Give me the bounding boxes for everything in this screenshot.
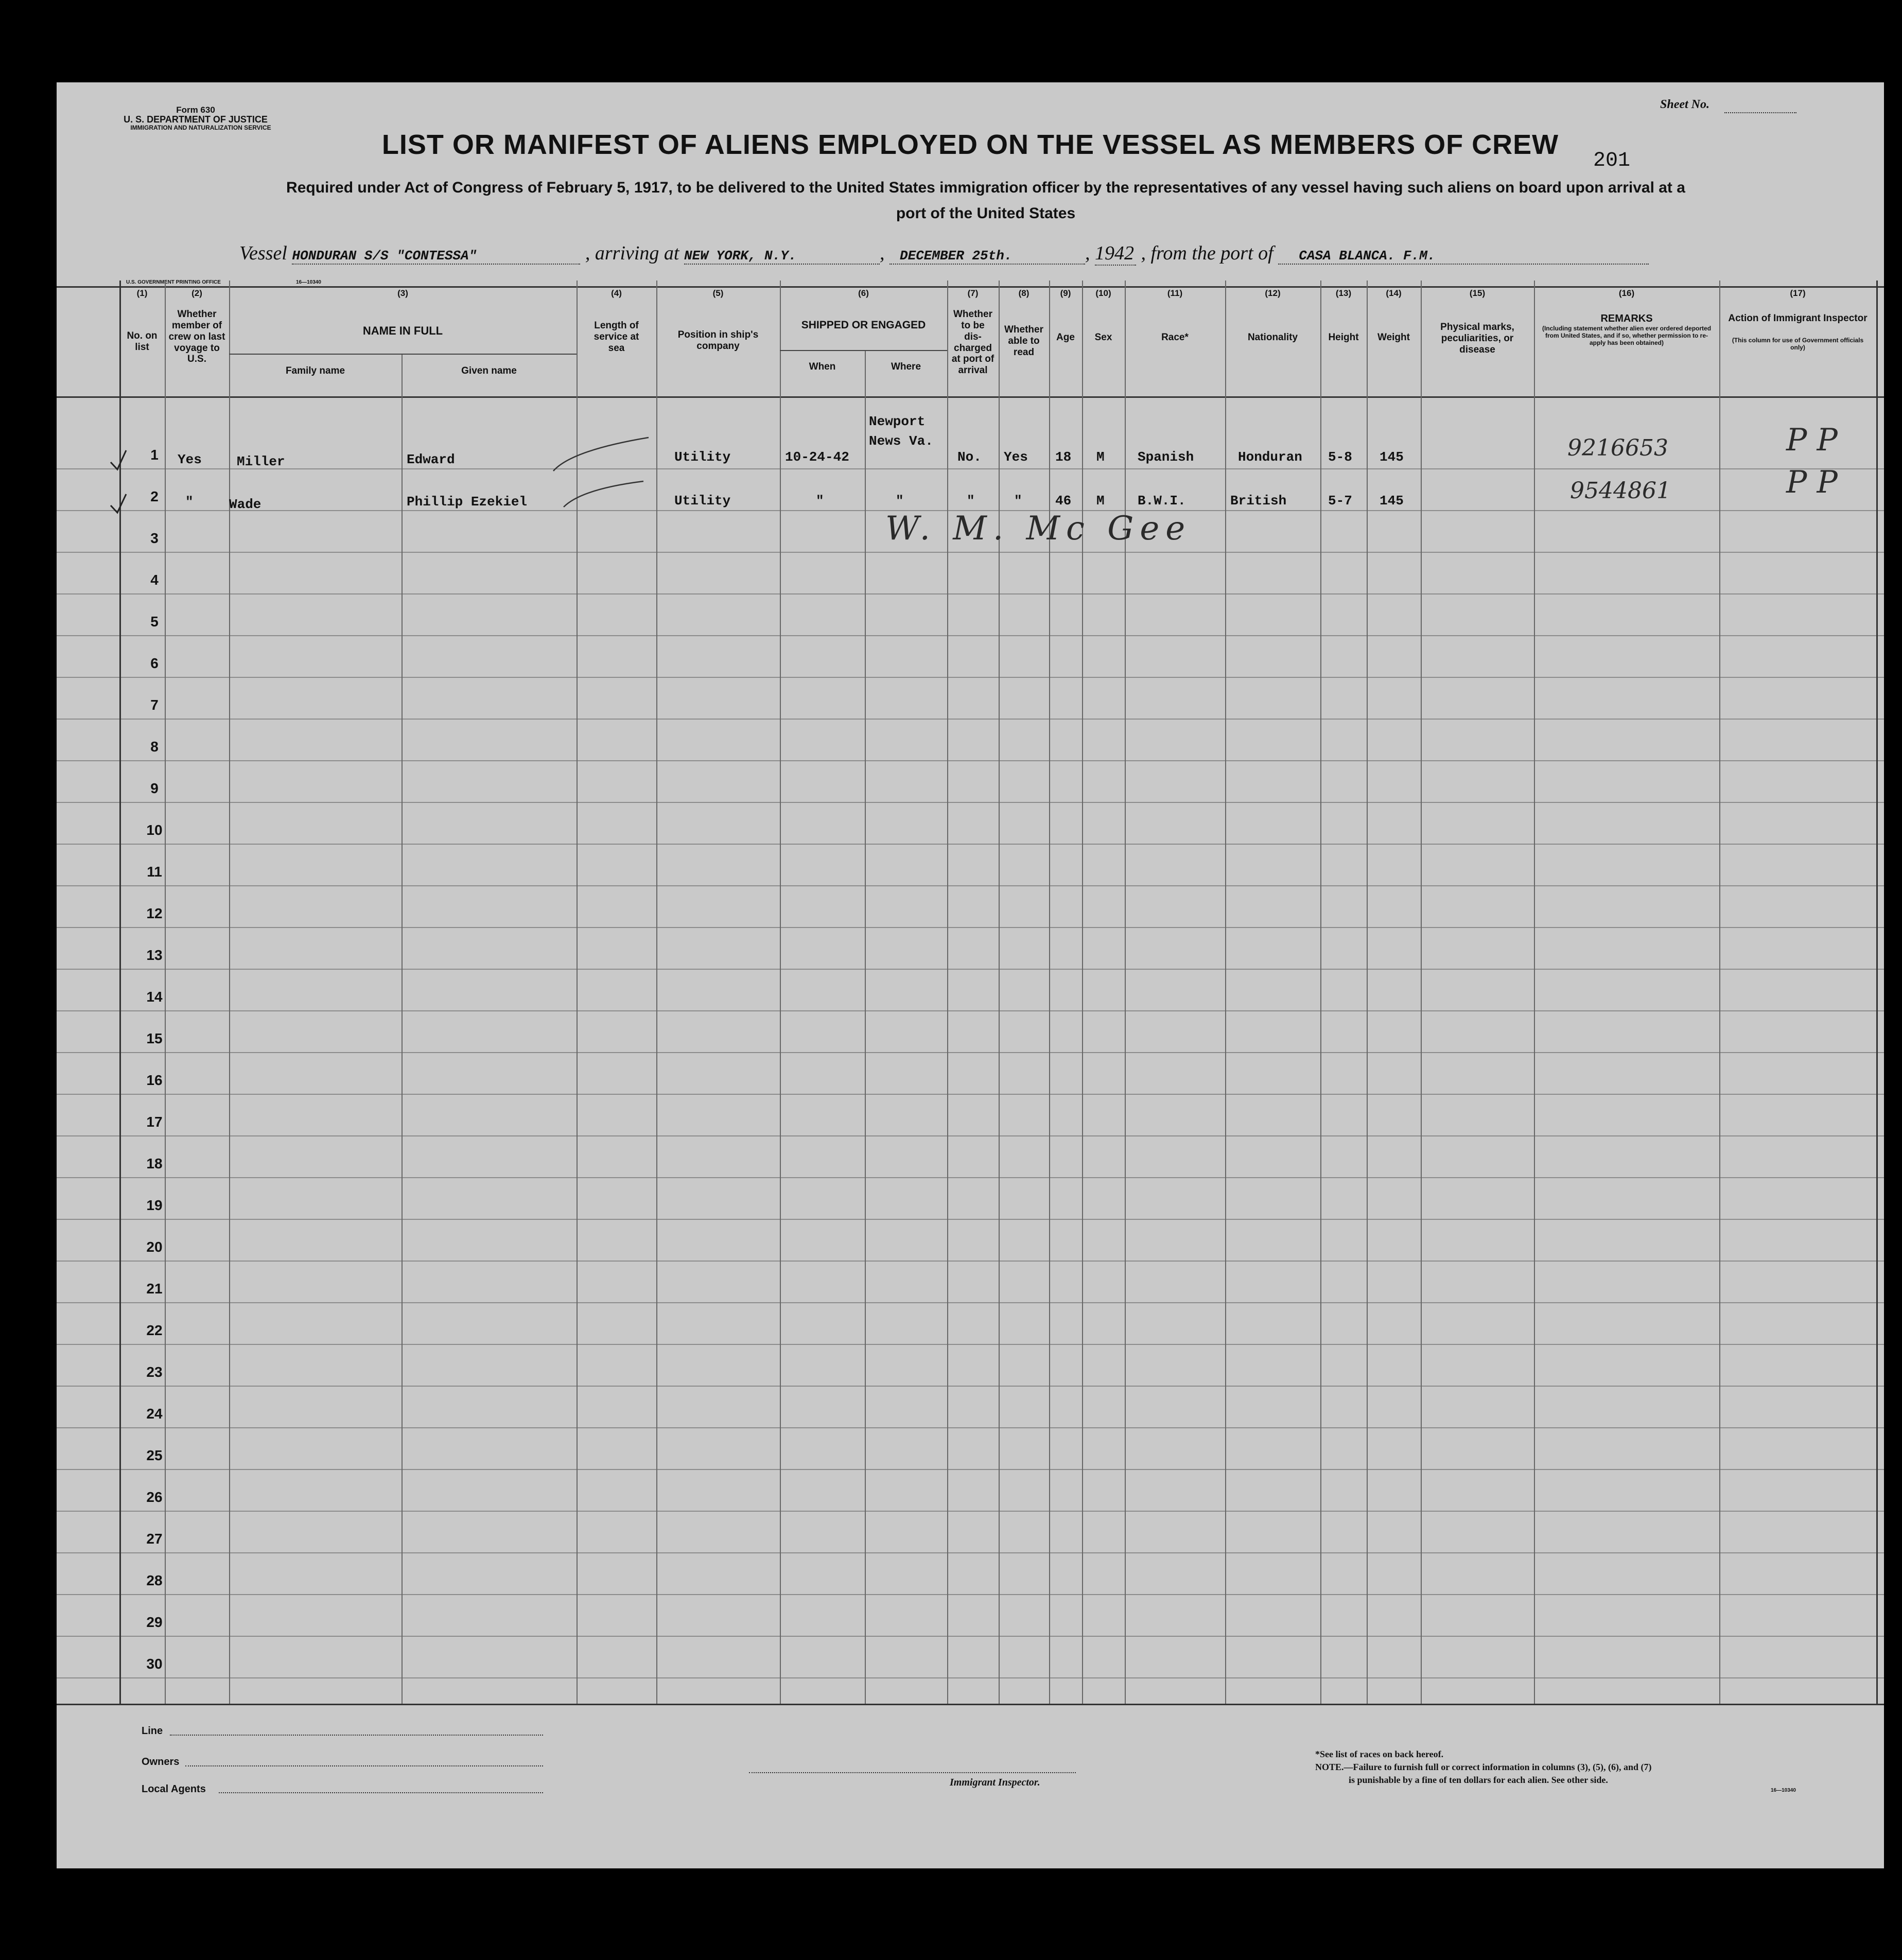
row1-age: 18 (1055, 449, 1072, 465)
col-header-physical: Physical marks, peculiarities, or disease (1440, 322, 1514, 355)
row-number: 5 (150, 614, 159, 629)
stamp-number: 201 (1593, 149, 1631, 172)
row-number: 26 (146, 1489, 163, 1505)
row-number: 30 (146, 1656, 163, 1672)
subtitle-line-2: port of the United States (896, 205, 1076, 222)
department-name: U. S. DEPARTMENT OF JUSTICE (124, 114, 268, 125)
inspector-label: Immigrant Inspector. (950, 1777, 1040, 1788)
row2-when: " (816, 493, 824, 509)
col-header-given: Given name (461, 365, 517, 376)
check-marks (57, 82, 1884, 597)
row-rule (57, 719, 1884, 720)
col-number: (7) (967, 288, 979, 298)
col-number: (6) (858, 288, 869, 298)
row1-where: Newport News Va. (869, 414, 933, 449)
row1-nationality: Honduran (1238, 449, 1302, 465)
row-number: 23 (146, 1364, 163, 1380)
inspector-signature-line (749, 1772, 1076, 1773)
row2-race: B.W.I. (1138, 493, 1186, 509)
row-number: 13 (146, 947, 163, 963)
service-name: IMMIGRATION AND NATURALIZATION SERVICE (130, 124, 271, 131)
row-number: 12 (146, 905, 163, 921)
form-number: Form 630 (176, 105, 215, 115)
col-number: (15) (1469, 288, 1486, 298)
col-header-height: Height (1328, 332, 1359, 343)
row1-height: 5-8 (1328, 449, 1352, 465)
row1-given: Edward (407, 452, 455, 467)
row2-position: Utility (674, 493, 731, 509)
fine-note: NOTE.—Failure to furnish full or correct information in columns (3), (5), (6), and (7) (1315, 1762, 1652, 1772)
row2-sex: M (1096, 493, 1105, 509)
row-rule (57, 1636, 1884, 1637)
row-number: 3 (150, 530, 159, 546)
col-header-remarks: REMARKS (1600, 313, 1653, 324)
row1-sex: M (1096, 449, 1105, 465)
col-header-no: No. on list (127, 330, 158, 353)
row-rule (57, 677, 1884, 678)
table-bottom-rule (57, 1704, 1884, 1705)
row-number: 28 (146, 1572, 163, 1588)
footer-line-field (170, 1735, 543, 1736)
col-header-crew: Whether member of crew on last voyage to U.S. (168, 309, 225, 365)
col-header-weight: Weight (1377, 332, 1410, 343)
row1-read: Yes (1004, 449, 1028, 465)
arrival-year: 1942 (1095, 242, 1136, 266)
row1-crew: Yes (178, 452, 202, 467)
races-note: *See list of races on back hereof. (1315, 1749, 1444, 1759)
arriving-port: NEW YORK, N.Y. (684, 248, 880, 265)
fine-note-2: is punishable by a fine of ten dollars for each alien. See other side. (1349, 1775, 1608, 1785)
row-rule (57, 760, 1884, 761)
row-rule (57, 1511, 1884, 1512)
col-number: (17) (1790, 288, 1806, 298)
row2-discharged: " (967, 493, 975, 509)
print-code: 16—10340 (296, 279, 321, 285)
row-rule (57, 1135, 1884, 1136)
row2-nationality: British (1230, 493, 1287, 509)
col-header-action-note: (This column for use of Government officials only) (1732, 337, 1864, 351)
col-number: (8) (1018, 288, 1029, 298)
col-header-length: Length of service at sea (594, 320, 639, 354)
footer-code: 16—10340 (1771, 1788, 1796, 1793)
col-number: (4) (611, 288, 622, 298)
col-header-discharged: Whether to be dis-charged at port of arrival (951, 309, 994, 376)
col-number: (12) (1265, 288, 1281, 298)
row-number: 24 (146, 1406, 163, 1422)
row1-position: Utility (674, 449, 731, 465)
row-rule (57, 1386, 1884, 1387)
col-number: (2) (191, 288, 202, 298)
col-header-age: Age (1056, 332, 1075, 343)
col-header-race: Race* (1161, 332, 1189, 343)
col-header-name: NAME IN FULL (362, 324, 443, 337)
tick-row2 (564, 481, 643, 507)
row-rule (57, 1344, 1884, 1345)
row1-remarks: 9216653 (1567, 435, 1668, 461)
row-number: 10 (146, 822, 163, 838)
row1-family: Miller (237, 454, 285, 469)
row-number: 8 (150, 739, 159, 755)
col-header-sex: Sex (1094, 332, 1112, 343)
footer-agents-field (219, 1792, 543, 1793)
footer-line-label: Line (142, 1725, 163, 1737)
row-rule (57, 802, 1884, 803)
row-rule (57, 1052, 1884, 1053)
footer-owners-field (185, 1765, 543, 1766)
check-mark-row1 (111, 450, 126, 469)
row-number: 20 (146, 1239, 163, 1255)
col-header-read: Whether able to read (1004, 324, 1043, 358)
footer-owners-label: Owners (142, 1756, 180, 1767)
vessel-label: Vessel (239, 242, 287, 264)
row-rule (57, 1552, 1884, 1553)
row2-read: " (1014, 493, 1022, 509)
row-number: 25 (146, 1447, 163, 1463)
row-rule (57, 1261, 1884, 1262)
row2-crew: " (185, 494, 194, 510)
col-header-when: When (809, 361, 836, 372)
manifest-sheet (57, 82, 1884, 1868)
col-header-nationality: Nationality (1247, 332, 1298, 343)
row-rule (57, 1677, 1884, 1678)
row-rule (57, 927, 1884, 928)
row2-height: 5-7 (1328, 493, 1352, 509)
row1-action: P P (1786, 422, 1838, 458)
arrival-date: DECEMBER 25th. (889, 248, 1085, 265)
row2-action: P P (1786, 464, 1838, 500)
row-rule (57, 1219, 1884, 1220)
row2-remarks: 9544861 (1570, 478, 1671, 504)
row-rule (57, 1302, 1884, 1303)
row2-family: Wade (229, 497, 261, 512)
col-number: (10) (1095, 288, 1111, 298)
row-number: 11 (147, 864, 162, 880)
row-number: 14 (146, 989, 163, 1005)
col-header-remarks-note: (Including statement whether alien ever ordered deported from United States, and if so, whether permission to re-apply has been obtained) (1542, 325, 1712, 346)
row-rule (57, 1010, 1884, 1011)
row2-age: 46 (1055, 493, 1072, 509)
footer-agents-label: Local Agents (142, 1783, 206, 1795)
row2-weight: 145 (1380, 493, 1404, 509)
signature: W. M. Mc Gee (885, 510, 1192, 548)
row-number: 16 (146, 1072, 163, 1088)
row-rule (57, 969, 1884, 970)
col-number: (5) (712, 288, 724, 298)
row2-given: Phillip Ezekiel (407, 494, 528, 510)
tick-row1 (553, 437, 649, 471)
col-header-action: Action of Immigrant Inspector (1728, 313, 1868, 324)
col-number: (16) (1618, 288, 1635, 298)
col-number: (1) (136, 288, 148, 298)
row1-weight: 145 (1380, 449, 1404, 465)
row-number: 17 (146, 1114, 163, 1130)
row-rule (57, 885, 1884, 886)
row1-race: Spanish (1138, 449, 1194, 465)
col-number: (9) (1060, 288, 1071, 298)
row1-discharged: No. (957, 449, 982, 465)
row-number: 7 (150, 697, 159, 713)
form-title: LIST OR MANIFEST OF ALIENS EMPLOYED ON THE VESSEL AS MEMBERS OF CREW (381, 129, 1559, 160)
row-number: 27 (146, 1531, 163, 1547)
row-number: 4 (150, 572, 159, 588)
row-rule (57, 1469, 1884, 1470)
row-number: 2 (150, 488, 159, 504)
from-label: , from the port of (1141, 242, 1273, 264)
col-number: (14) (1386, 288, 1402, 298)
col-header-family: Family name (285, 365, 345, 376)
row-rule (57, 635, 1884, 636)
col-header-shipped: SHIPPED OR ENGAGED (801, 319, 926, 331)
row1-when: 10-24-42 (785, 449, 849, 465)
from-port: CASA BLANCA. F.M. (1278, 248, 1649, 265)
arriving-label: , arriving at (585, 242, 679, 264)
row-number: 21 (146, 1281, 163, 1297)
row-rule (57, 1594, 1884, 1595)
col-number: (11) (1167, 288, 1183, 298)
row-number: 9 (150, 780, 159, 796)
vessel-name: HONDURAN S/S "CONTESSA" (292, 248, 580, 265)
sheet-no-label: Sheet No. (1660, 98, 1709, 111)
row-number: 22 (146, 1322, 163, 1338)
row-rule (57, 1427, 1884, 1428)
row-number: 29 (146, 1614, 163, 1630)
row-rule (57, 1177, 1884, 1178)
row-rule (57, 1094, 1884, 1095)
row2-where: " (896, 493, 904, 509)
row-number: 19 (146, 1197, 163, 1213)
subtitle-line-1: Required under Act of Congress of February 5, 1917, to be delivered to the United States immigration officer by the representatives of any vessel having such aliens on board upon arrival at a (286, 179, 1685, 196)
col-header-where: Where (891, 361, 921, 372)
col-number: (13) (1335, 288, 1352, 298)
col-number: (3) (397, 288, 408, 298)
check-mark-row2 (111, 494, 126, 513)
col-header-position: Position in ship's company (677, 329, 759, 352)
vessel-line: Vessel HONDURAN S/S "CONTESSA" , arriving at NEW YORK, N.Y. , DECEMBER 25th. , 1942 , from the port of CASA BLANCA. F.M. (239, 242, 1742, 266)
row-rule (57, 844, 1884, 845)
row-number: 1 (150, 447, 159, 463)
row-number: 15 (146, 1030, 163, 1046)
row-number: 6 (150, 655, 159, 671)
printing-office: U.S. GOVERNMENT PRINTING OFFICE (126, 279, 221, 285)
row-number: 18 (146, 1156, 163, 1171)
